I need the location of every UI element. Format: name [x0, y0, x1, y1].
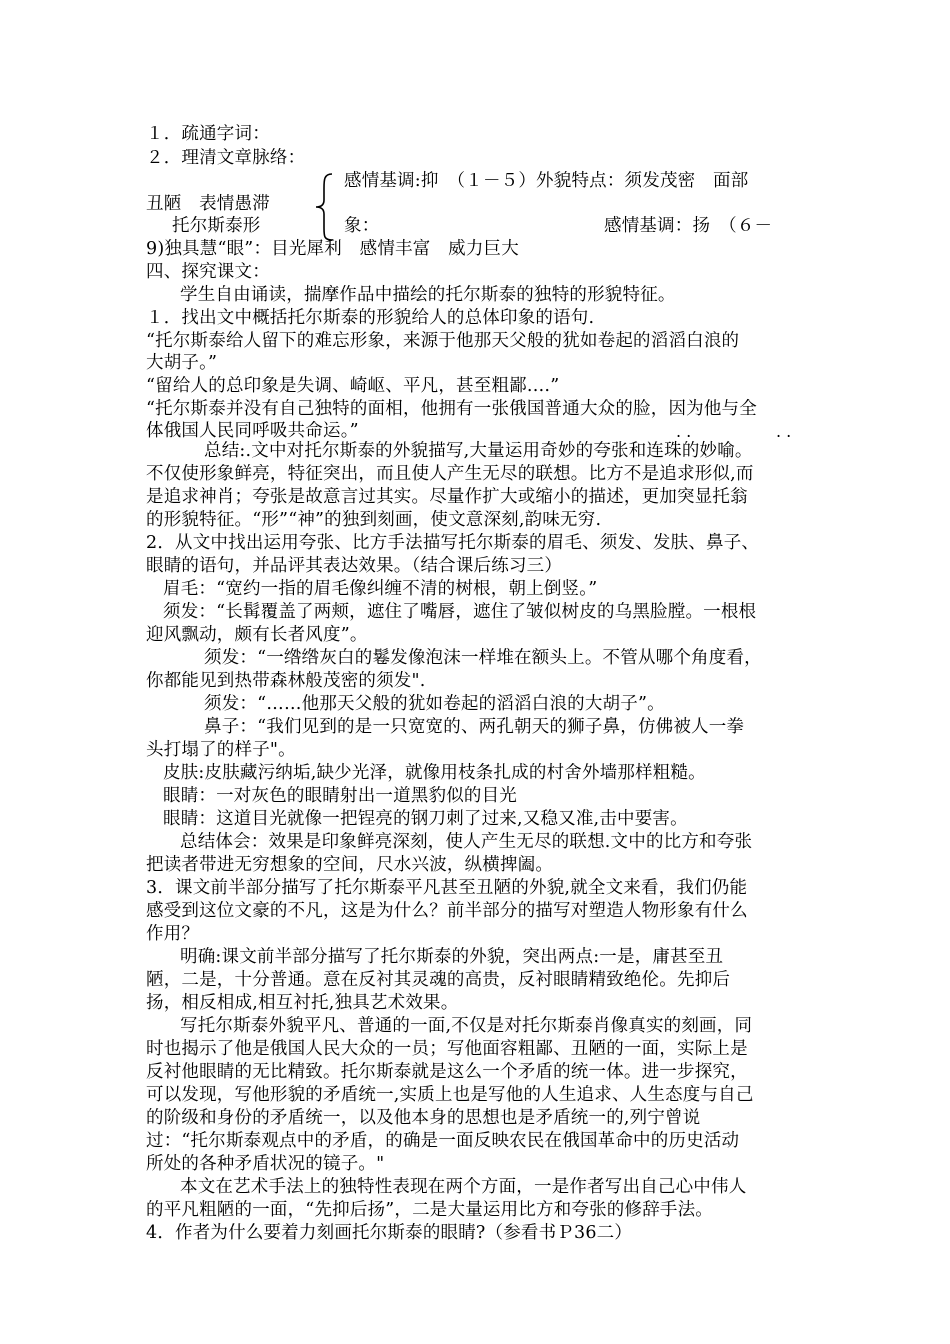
question-3: 作用？ [146, 924, 200, 944]
outline-line-1: 感情基调:抑 （１－５）外貌特点：须发茂密 面部 [344, 171, 749, 191]
answer-line: 本文在艺术手法上的独特性表现在两个方面，一是作者写出自己心中伟人 [180, 1177, 747, 1197]
answer-line: 写托尔斯泰外貌平凡、普通的一面,不仅是对托尔斯泰肖像真实的刻画，同 [180, 1016, 753, 1036]
nose-line: 鼻子：“我们见到的是一只宽宽的、两孔朝天的狮子鼻，仿佛被人一拳 [204, 717, 745, 737]
nose-line: 头打塌了的样子"。 [146, 740, 296, 760]
item-1-heading: １．疏通字词： [146, 124, 270, 144]
beard-line: 须发：“长髯覆盖了两颊，遮住了嘴唇，遮住了皱似树皮的乌黑脸膛。一根根 [163, 602, 757, 622]
eyes-line: 眼睛：这道目光就像一把锃亮的钢刀刺了过来,又稳又准,击中要害。 [163, 809, 688, 829]
answer-line: 反衬他眼睛的无比精致。托尔斯泰就是这么一个矛盾的统一体。进一步探究， [146, 1062, 748, 1082]
beard-line: 须发：“一绺绺灰白的鬈发像泡沫一样堆在额头上。不管从哪个角度看， [204, 648, 762, 668]
quote-line: “托尔斯泰给人留下的难忘形象，来源于他那天父般的犹如卷起的滔滔白浪的 [146, 331, 740, 351]
emphasis-dots: . . [776, 422, 792, 441]
summary-line: 的形貌特征。“形”“神”的独到刻画，使文意深刻,韵味无穷. [146, 510, 602, 530]
answer-line: 所处的各种矛盾状况的镜子。" [146, 1154, 385, 1174]
summary-line: 把读者带进无穷想象的空间，尺水兴波，纵横捭阖。 [146, 855, 554, 875]
outline-line-3b: 象： [344, 216, 380, 236]
question-3: 3．课文前半部分描写了托尔斯泰平凡甚至丑陋的外貌,就全文来看，我们仍能 [146, 878, 748, 898]
answer-line: 陋，二是，十分普通。意在反衬其灵魂的高贵，反衬眼睛精致绝伦。先抑后 [146, 970, 731, 990]
summary-line: 是追求神肖；夸张是故意言过其实。尽量作扩大或缩小的描述，更加突显托翁 [146, 487, 748, 507]
summary-line: 不仅使形象鲜亮，特征突出，而且使人产生无尽的联想。比方不是追求形似,而 [146, 464, 754, 484]
answer-line: 明确:课文前半部分描写了托尔斯泰的外貌，突出两点:一是，庸甚至丑 [180, 947, 724, 967]
question-2: 眼睛的语句，并品评其表达效果。（结合课后练习三） [146, 556, 563, 576]
question-1: １．找出文中概括托尔斯泰的形貌给人的总体印象的语句. [146, 308, 595, 328]
eyes-line: 眼睛：一对灰色的眼睛射出一道黑豹似的目光 [163, 786, 517, 806]
beard-line: 须发：“……他那天父般的犹如卷起的滔滔白浪的大胡子”。 [204, 694, 665, 714]
question-3: 感受到这位文豪的不凡，这是为什么？前半部分的描写对塑造人物形象有什么 [146, 901, 748, 921]
question-4: 4．作者为什么要着力刻画托尔斯泰的眼睛?（参看书Ｐ36二） [146, 1223, 633, 1243]
paragraph-line: 学生自由诵读，揣摩作品中描绘的托尔斯泰的独特的形貌特征。 [180, 285, 676, 305]
answer-line: 的阶级和身份的矛盾统一，以及他本身的思想也是矛盾统一的,列宁曾说 [146, 1108, 701, 1128]
outline-line-4: 9)独具慧“眼”：目光犀利 感情丰富 威力巨大 [146, 239, 519, 259]
item-2-heading: ２．理清文章脉络： [146, 148, 306, 168]
outline-line-3a: 托尔斯泰形 [172, 216, 261, 236]
summary-line: 总结体会：效果是印象鲜亮深刻，使人产生无尽的联想.文中的比方和夸张 [180, 832, 753, 852]
answer-line: 时也揭示了他是俄国人民大众的一员；写他面容粗鄙、丑陋的一面，实际上是 [146, 1039, 748, 1059]
quote-line: “留给人的总印象是失调、崎岖、平凡，甚至粗鄙.…” [146, 376, 560, 396]
quote-line: “托尔斯泰并没有自己独特的面相，他拥有一张俄国普通大众的脸，因为他与全 [146, 399, 757, 419]
answer-line: 过：“托尔斯泰观点中的矛盾，的确是一面反映农民在俄国革命中的历史活动 [146, 1131, 740, 1151]
outline-line-3c: 感情基调：扬 （６－ [604, 216, 773, 236]
answer-line: 可以发现，写他形貌的矛盾统一,实质上也是写他的人生追求、人生态度与自己 [146, 1085, 754, 1105]
answer-line: 的平凡粗陋的一面，“先抑后扬”，二是大量运用比方和夸张的修辞手法。 [146, 1200, 713, 1220]
beard-line: 迎风飘动，颇有长者风度”。 [146, 625, 368, 645]
quote-line: 大胡子。” [146, 353, 218, 373]
quote-line: 体俄国人民同呼吸共命运。” [146, 421, 359, 441]
eyebrow-line: 眉毛：“宽约一指的眉毛像纠缠不清的树根，朝上倒竖。” [163, 579, 598, 599]
skin-line: 皮肤:皮肤藏污纳垢,缺少光泽，就像用枝条扎成的村舍外墙那样粗糙。 [163, 763, 706, 783]
summary-line: 总结:.文中对托尔斯泰的外貌描写,大量运用奇妙的夸张和连珠的妙喻。 [204, 441, 753, 461]
emphasis-dots: . . [676, 422, 692, 441]
question-2: 2．从文中找出运用夸张、比方手法描写托尔斯泰的眉毛、须发、发肤、鼻子、 [146, 533, 760, 553]
curly-brace-icon [312, 172, 338, 242]
outline-line-2: 丑陋 表情愚滞 [146, 194, 270, 214]
answer-line: 扬，相反相成,相互衬托,独具艺术效果。 [146, 993, 459, 1013]
beard-line: 你都能见到热带森林般茂密的须发". [146, 671, 426, 691]
section-4-heading: 四、探究课文： [146, 262, 270, 282]
